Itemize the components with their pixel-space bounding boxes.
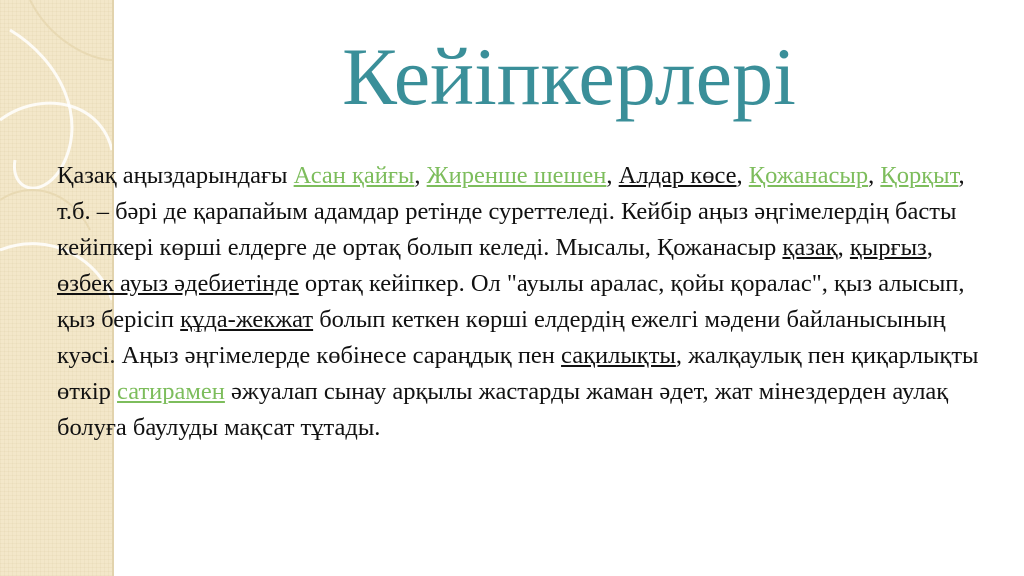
link-sakilyk[interactable]: сақилықты	[561, 342, 676, 369]
text-segment: ,	[736, 162, 749, 189]
link-kuda-zhekzhat[interactable]: құда-жекжат	[180, 306, 314, 333]
link-ozbek-auyz-adebieti[interactable]: өзбек ауыз әдебиетінде	[57, 270, 299, 297]
slide-body-paragraph	[57, 158, 987, 446]
link-korkyt[interactable]: Қорқыт	[880, 162, 959, 189]
link-satira[interactable]: сатирамен	[117, 378, 225, 405]
text-segment: ,	[414, 162, 427, 189]
text-segment: болып кеткен көрші елдердің ежелгі мәдени байланысының куәсі. Аңыз әңгімелерде көбінесе сараңдық пен	[57, 306, 946, 369]
link-kazak[interactable]: қазақ	[782, 234, 838, 261]
text-segment: ,	[606, 162, 619, 189]
text-segment: ,	[868, 162, 881, 189]
link-asan-kaigy[interactable]: Асан қайғы	[293, 162, 415, 189]
text-segment: , жалқаулық пен қиқарлықты өткір	[57, 342, 979, 405]
link-zhirenshe-sheshen[interactable]: Жиренше шешен	[426, 162, 607, 189]
text-segment: Қазақ аңыздарындағы	[57, 162, 294, 189]
link-aldar-kose[interactable]: Алдар көсе	[618, 162, 737, 189]
text-segment: , т.б. – бәрі де қарапайым адамдар ретінде суреттеледі. Кейбір аңыз әңгімелердің басты кейіпкері көрші елдерге де ортақ болып келеді. Мысалы, Қожанасыр	[57, 162, 965, 261]
text-segment: ортақ кейіпкер. Ол "ауылы аралас, қойы қоралас", қыз алысып, қыз берісіп	[57, 270, 965, 333]
text-segment: ,	[926, 234, 933, 261]
text-segment: әжуалап сынау арқылы жастарды жаман әдет, жат мінездерден аулақ болуға баулуды мақсат тұтады.	[57, 378, 949, 441]
slide-title: Кейіпкерлері	[342, 31, 796, 122]
link-kyrgyz[interactable]: қырғыз	[849, 234, 927, 261]
link-khozhanasyr[interactable]: Қожанасыр	[748, 162, 869, 189]
text-segment: ,	[837, 234, 850, 261]
